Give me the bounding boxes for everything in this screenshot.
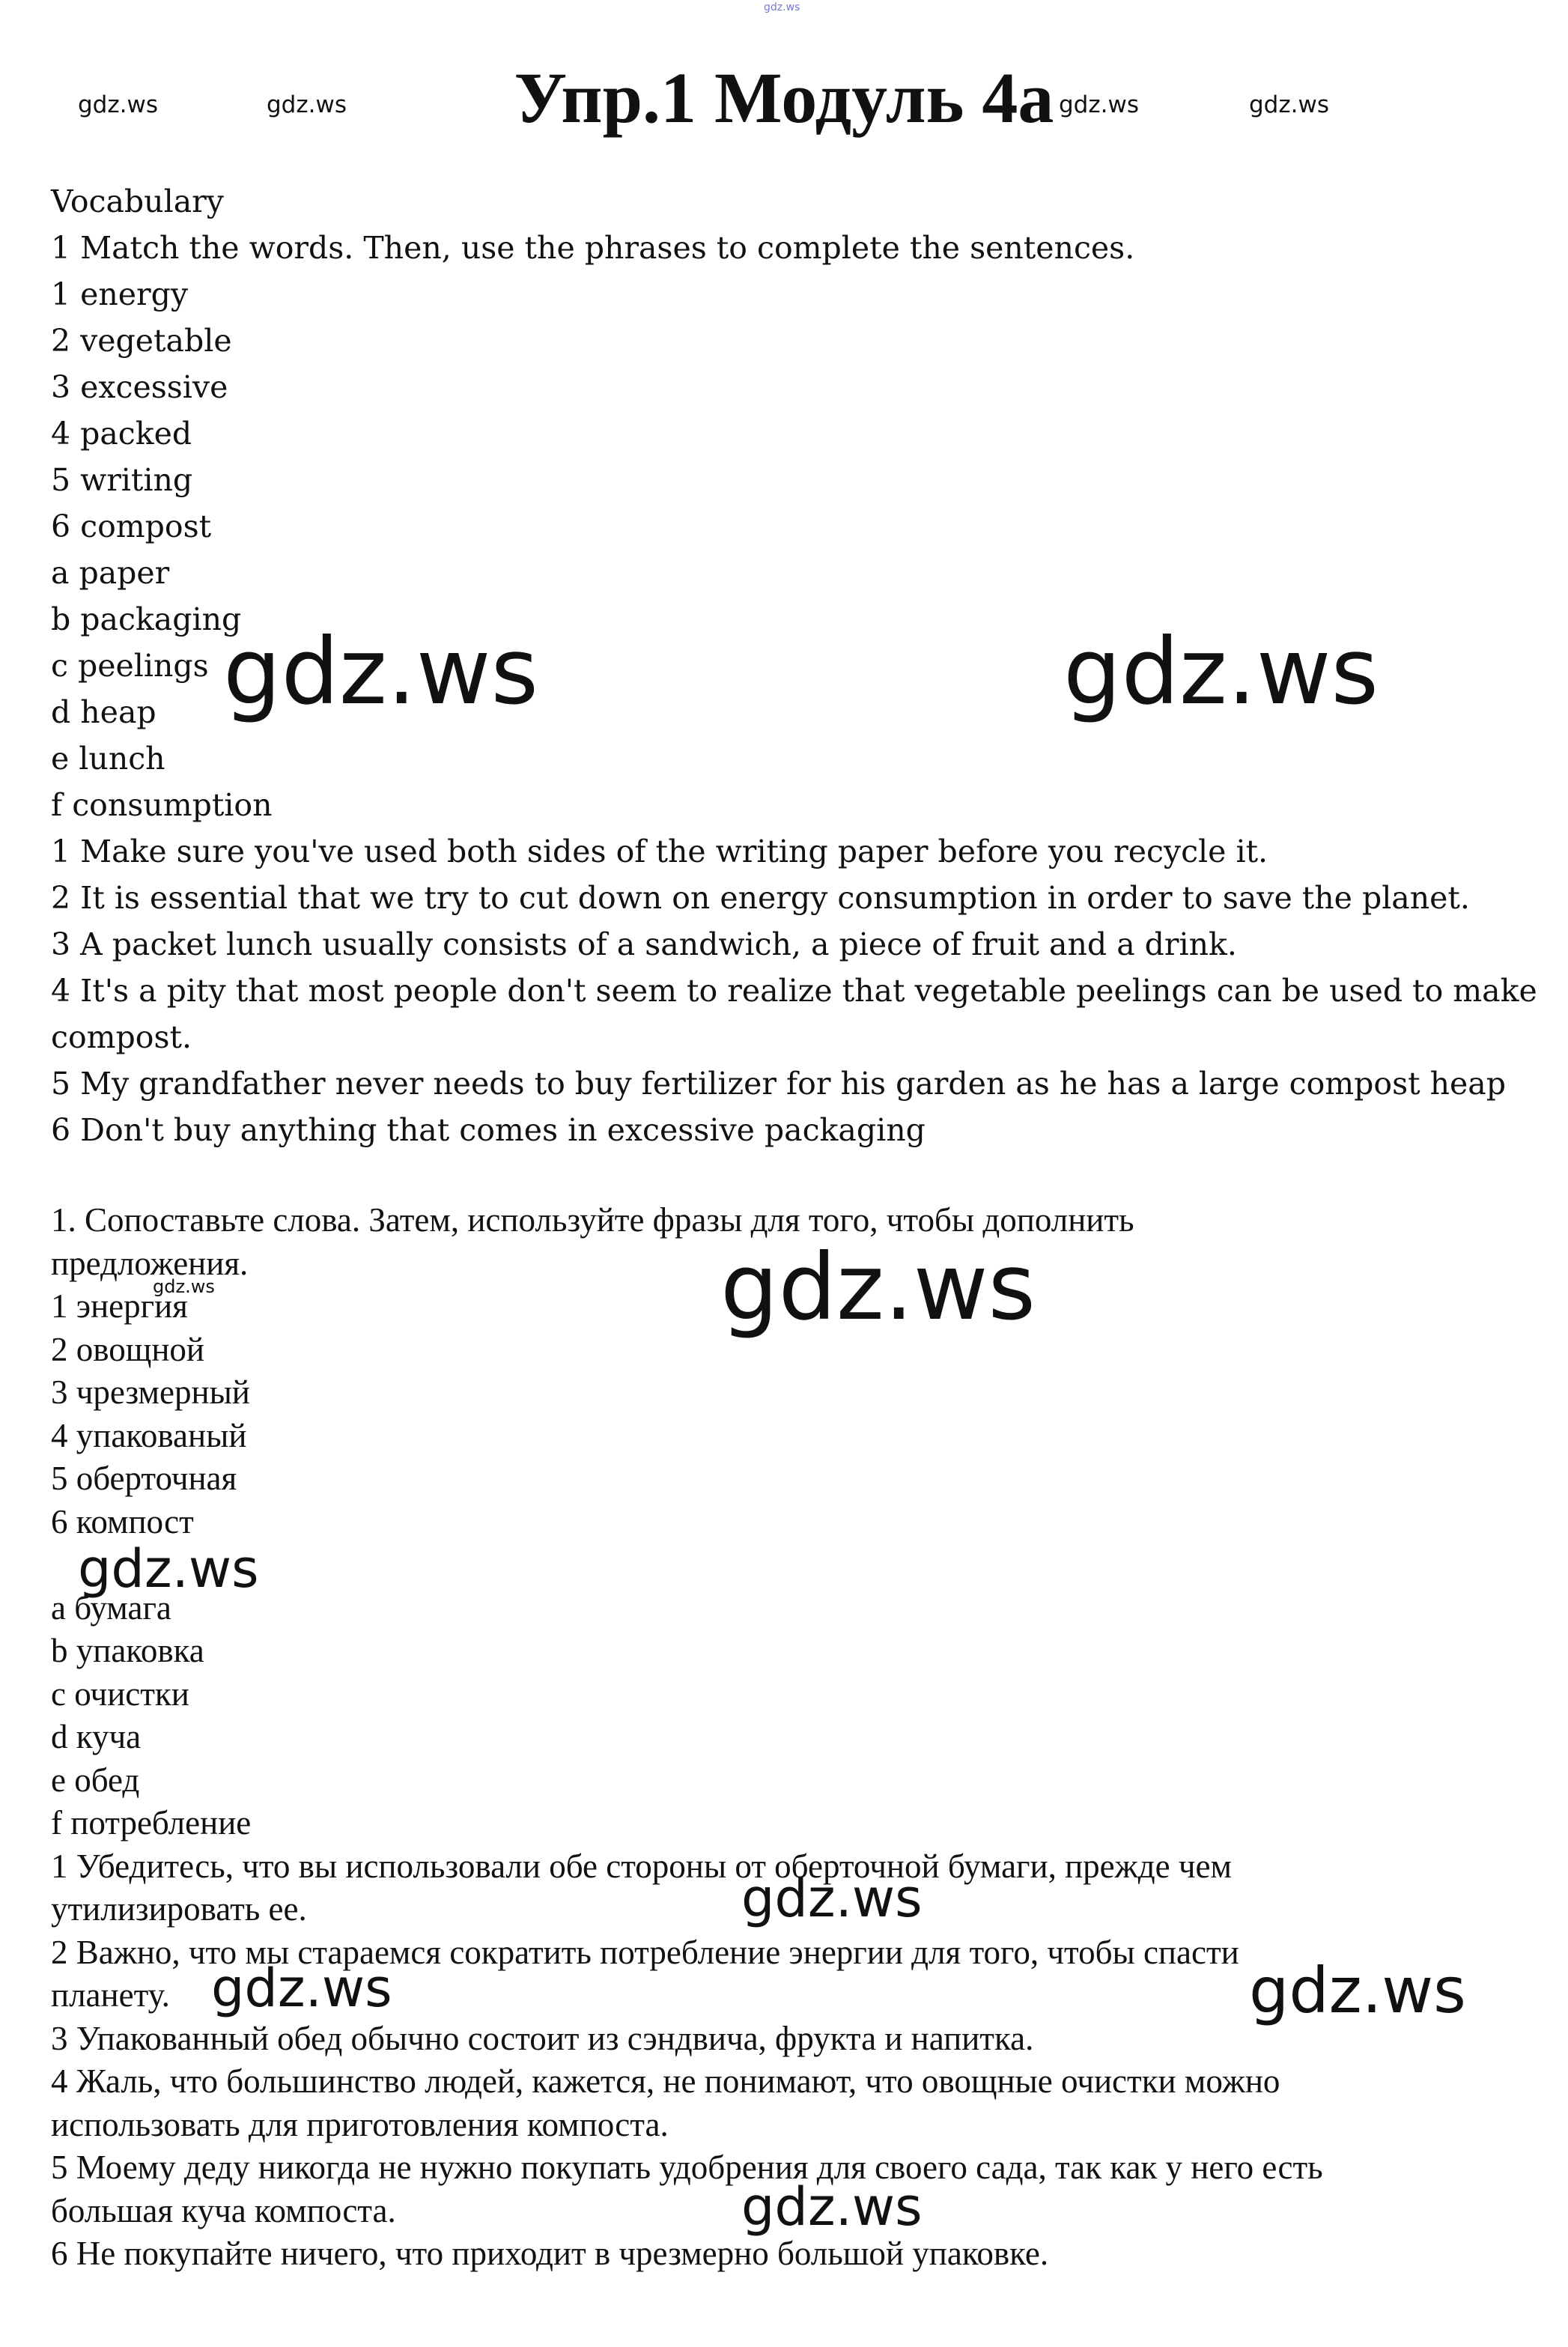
- russian-sentence: 6 Не покупайте ничего, что приходит в чрезмерно большой упаковке.: [51, 2235, 1049, 2272]
- english-option: a paper: [51, 555, 170, 591]
- english-word: 1 energy: [51, 276, 189, 312]
- header-watermark-right-2: gdz.ws: [1249, 91, 1329, 118]
- header-watermark-left-1: gdz.ws: [78, 91, 158, 118]
- english-sentence: compost.: [51, 1019, 192, 1055]
- russian-instruction: 1. Сопоставьте слова. Затем, используйте фразы для того, чтобы дополнить: [51, 1201, 1134, 1239]
- russian-option: e обед: [51, 1761, 140, 1799]
- top-watermark: gdz.ws: [764, 1, 800, 13]
- english-heading: Vocabulary: [51, 183, 224, 219]
- watermark-mid: gdz.ws: [1249, 1954, 1466, 2027]
- russian-sentence: утилизировать ее.: [51, 1890, 307, 1928]
- watermark-mini: gdz.ws: [153, 1276, 215, 1297]
- russian-option: d куча: [51, 1718, 142, 1755]
- russian-word: 2 овощной: [51, 1330, 205, 1368]
- english-option: c peelings: [51, 648, 209, 684]
- english-sentence: 6 Don't buy anything that comes in excessive packaging: [51, 1112, 926, 1148]
- english-sentence: 1 Make sure you've used both sides of the writing paper before you recycle it.: [51, 834, 1268, 869]
- english-sentence: 5 My grandfather never needs to buy fertilizer for his garden as he has a large compost heap: [51, 1066, 1506, 1102]
- russian-section: [51, 1199, 1323, 2276]
- russian-word: 4 упакованый: [51, 1416, 247, 1454]
- english-sentence: 2 It is essential that we try to cut down on energy consumption in order to save the planet.: [51, 880, 1470, 916]
- russian-sentence: 5 Моему деду никогда не нужно покупать удобрения для своего сада, так как у него есть: [51, 2149, 1323, 2186]
- page-title: Упр.1 Модуль 4а: [514, 58, 1054, 138]
- russian-word: 1 энергия: [51, 1287, 188, 1325]
- english-option: f consumption: [51, 787, 273, 823]
- russian-option: c очистки: [51, 1675, 189, 1713]
- watermark-big: gdz.ws: [223, 619, 539, 725]
- russian-word: 6 компост: [51, 1502, 194, 1540]
- header-watermark-left-2: gdz.ws: [267, 91, 347, 118]
- watermark-big: gdz.ws: [1063, 619, 1379, 725]
- english-sentence: 4 It's a pity that most people don't seem to realize that vegetable peelings can be used to make: [51, 973, 1537, 1009]
- watermark-mid: gdz.ws: [211, 1958, 392, 2019]
- watermark-mid: gdz.ws: [78, 1538, 259, 1600]
- watermark-mid: gdz.ws: [741, 2176, 923, 2238]
- russian-instruction: предложения.: [51, 1244, 249, 1282]
- watermark-mid: gdz.ws: [741, 1868, 923, 1929]
- russian-sentence: 1 Убедитесь, что вы использовали обе стороны от оберточной бумаги, прежде чем: [51, 1847, 1232, 1885]
- english-option: b packaging: [51, 601, 242, 637]
- russian-word: 5 оберточная: [51, 1460, 237, 1497]
- russian-option: a бумага: [51, 1588, 171, 1627]
- english-word: 4 packed: [51, 416, 192, 452]
- russian-sentence: планету.: [51, 1976, 170, 2014]
- russian-option: f потребление: [51, 1804, 252, 1842]
- russian-sentence: большая куча компоста.: [51, 2191, 396, 2229]
- russian-option: b упаковка: [51, 1632, 204, 1669]
- russian-sentence: 4 Жаль, что большинство людей, кажется, не понимают, что овощные очистки можно: [51, 2062, 1280, 2100]
- english-option: e lunch: [51, 741, 165, 777]
- russian-sentence: использовать для приготовления компоста.: [51, 2105, 669, 2143]
- english-option: d heap: [51, 694, 157, 730]
- russian-sentence: 3 Упакованный обед обычно состоит из сэндвича, фрукта и напитка.: [51, 2019, 1034, 2057]
- english-word: 3 excessive: [51, 369, 228, 405]
- english-sentence: 3 A packet lunch usually consists of a sandwich, a piece of fruit and a drink.: [51, 926, 1237, 962]
- english-word: 2 vegetable: [51, 323, 232, 359]
- header-watermark-right-1: gdz.ws: [1059, 91, 1139, 118]
- russian-word: 3 чрезмерный: [51, 1373, 250, 1411]
- english-instruction: 1 Match the words. Then, use the phrases to complete the sentences.: [51, 230, 1135, 266]
- watermark-big: gdz.ws: [720, 1234, 1036, 1341]
- russian-sentence: 2 Важно, что мы стараемся сократить потребление энергии для того, чтобы спасти: [51, 1933, 1239, 1971]
- english-word: 5 writing: [51, 462, 193, 498]
- english-word: 6 compost: [51, 508, 212, 544]
